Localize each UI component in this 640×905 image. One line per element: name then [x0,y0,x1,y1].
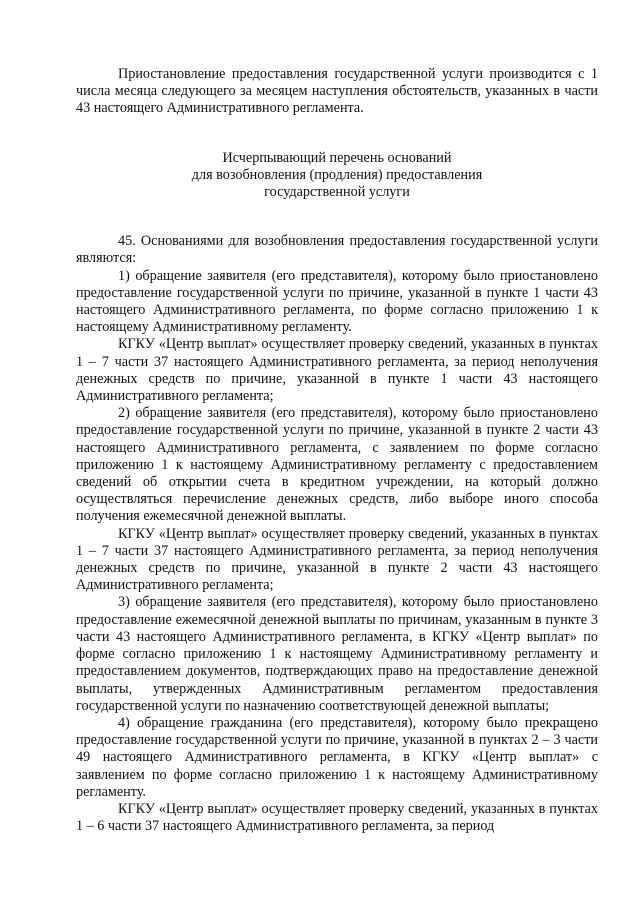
verification-note: КГКУ «Центр выплат» осуществляет проверку сведений, указанных в пунктах 1 – 7 части 37 настоящего Административного регламента, за период неполучения денежных средств по причине, указанной в пункте 2 части 43 настоящего Административного регламента; [76,525,598,594]
list-item-4: 4) обращение гражданина (его представителя), которому было прекращено предоставление государственной услуги по причине, указанной в пунктах 2 – 3 части 49 настоящего Административного регламента, в КГКУ «Центр выплат» с заявлением по форме согласно приложению 1 к настоящему Административному регламенту. [76,714,598,800]
paragraph-45: 45. Основаниями для возобновления предоставления государственной услуги являются: [76,233,598,267]
section-heading [76,150,598,202]
section-heading-line: для возобновления (продления) предоставления [191,166,483,183]
verification-note: КГКУ «Центр выплат» осуществляет проверку сведений, указанных в пунктах 1 – 6 части 37 настоящего Административного регламента, за период [76,800,598,835]
intro-paragraph: Приостановление предоставления государственной услуги производится с 1 числа месяца следующего за месяцем наступления обстоятельств, указанных в части 43 настоящего Административного регламента. [76,66,598,117]
section-heading-line: Исчерпывающий перечень оснований [222,149,452,166]
verification-note: КГКУ «Центр выплат» осуществляет проверку сведений, указанных в пунктах 1 – 7 части 37 настоящего Административного регламента, за период неполучения денежных средств по причине, указанной в пункте 1 части 43 настоящего Административного регламента; [76,336,598,405]
section-heading-line: государственной услуги [264,184,410,201]
list-item-3: 3) обращение заявителя (его представителя), которому было приостановлено предоставление ежемесячной денежной выплаты по причинам, указанным в пункте 3 части 43 настоящего Административного регламента, в КГКУ «Центр выплат» по форме согласно приложению 1 к настоящему Административному регламенту и предоставлением документов, подтверждающих право на предоставление денежной выплаты, утвержденных Административным регламентом предоставления государственной услуги по назначению соответствующей денежной выплаты; [76,594,598,714]
list-item-2: 2) обращение заявителя (его представителя), которому было приостановлено предоставление государственной услуги по причине, указанной в пункте 2 части 43 настоящего Административного регламента, с заявлением по форме согласно приложению 1 к настоящему Административному регламенту с предоставлением сведений об открытии счета в кредитном учреждении, на который должно осуществляться перечисление денежных средств, либо выборе иного способа получения ежемесячной денежной выплаты. [76,405,598,525]
list-item-1: 1) обращение заявителя (его представителя), которому было приостановлено предоставление государственной услуги по причине, указанной в пункте 1 части 43 настоящего Административного регламента, по форме согласно приложению 1 к настоящему Административному регламенту. [76,267,598,336]
